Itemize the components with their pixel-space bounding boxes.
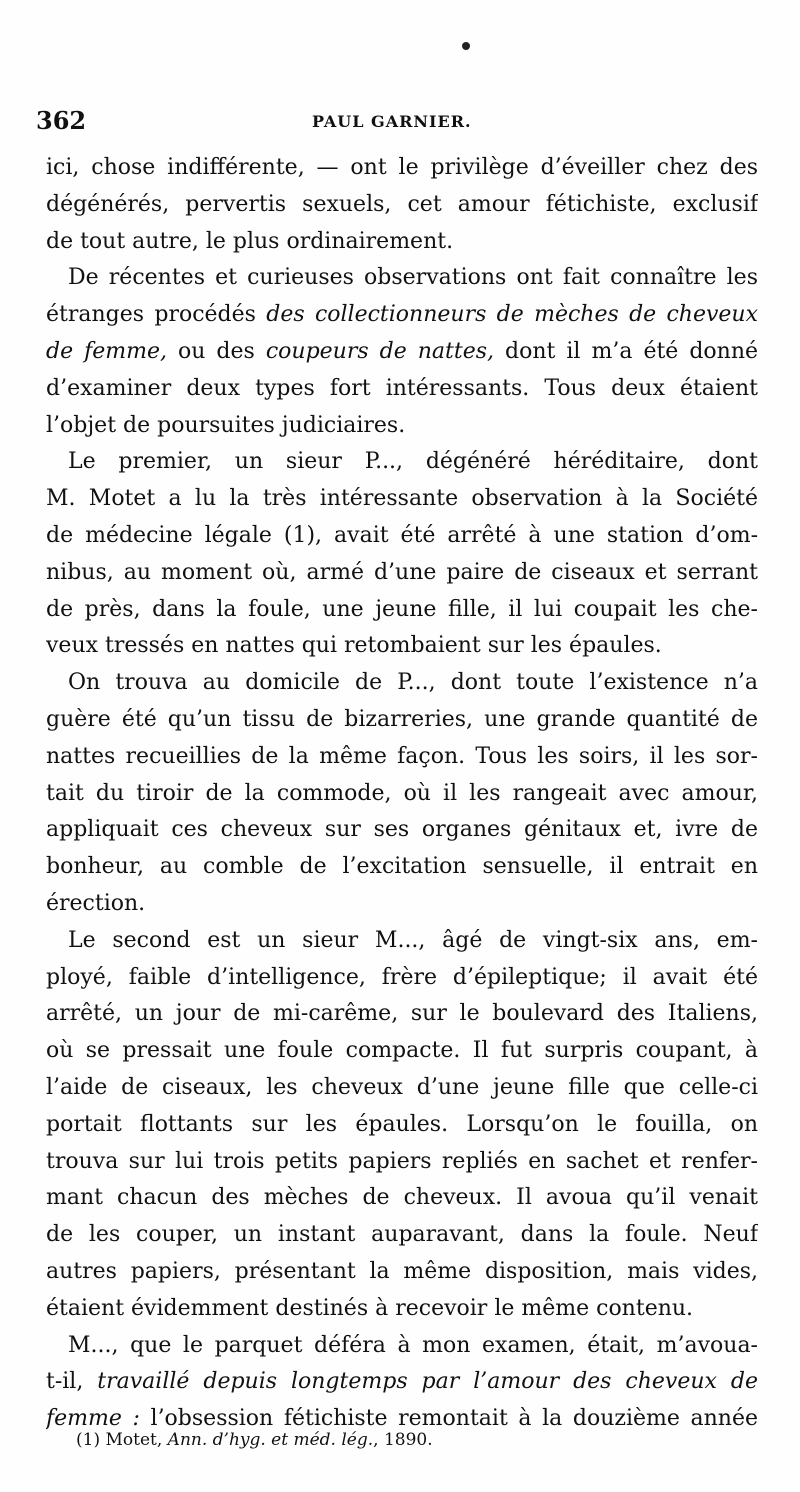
body-text [46,150,758,1438]
footnote-year: , 1890. [373,1430,433,1450]
text-line [46,1033,758,1070]
text-line [46,371,758,408]
text-line [46,923,758,960]
line-text: tait du tiroir de la commode, où il les rangeait avec amour, [46,780,758,806]
line-text: de tout autre, le plus ordinairement. [46,228,454,254]
text-line [46,776,758,813]
line-text: portait flottants sur les épaules. Lorsqu’on le fouilla, on [46,1111,758,1137]
text-line [46,628,758,665]
line-text: d’examiner deux types fort intéressants. Tous deux étaient [46,375,758,401]
line-text: où se pressait une foule compacte. Il fut surpris coupant, à [46,1038,758,1064]
text-line [46,334,758,371]
line-text: trouva sur lui trois petits papiers repliés en sachet et renfer- [46,1148,758,1174]
page-header [36,106,764,142]
text-line [46,886,758,923]
line-text: étaient évidemment destinés à recevoir le même contenu. [46,1295,694,1321]
italic-text: femme : [46,1406,140,1432]
line-text: mant chacun des mèches de cheveux. Il avoua qu’il venait [46,1185,758,1211]
line-text: De récentes et curieuses observations ont fait connaître les [68,265,758,291]
text-line [46,297,758,334]
line-text: de les couper, un instant auparavant, dans la foule. Neuf [46,1222,758,1248]
ink-dot [462,42,470,50]
footnote-journal: Ann. d’hyg. et méd. lég. [167,1430,374,1450]
text-line [46,444,758,481]
italic-text: coupeurs de nattes, [265,338,495,364]
text-line [46,592,758,629]
text-line [46,996,758,1033]
text-line [46,1070,758,1107]
text-line [46,849,758,886]
line-text: ployé, faible d’intelligence, frère d’épileptique; il avait été [46,964,758,990]
text-line [46,960,758,997]
line-text: l’aide de ciseaux, les cheveux d’une jeune fille que celle-ci [46,1074,758,1100]
text-line [46,481,758,518]
text-line [46,150,758,187]
line-text: dont il m’a été donné [494,338,758,364]
text-line [46,224,758,261]
line-text: bonheur, au comble de l’excitation sensuelle, il entrait en [46,854,758,880]
italic-text: travaillé depuis longtemps par l’amour des cheveux de [97,1369,758,1395]
line-text: l’obsession fétichiste remontait à la douzième année [139,1406,758,1432]
text-line [46,555,758,592]
text-line [46,1291,758,1328]
line-text: guère été qu’un tissu de bizarreries, une grande quantité de [46,706,758,732]
italic-text: de femme, [46,338,168,364]
line-text: Le second est un sieur M..., âgé de vingt-six ans, em- [68,927,758,953]
footnote-author: Motet, [100,1430,168,1450]
line-text: Le premier, un sieur P..., dégénéré héréditaire, dont [68,449,758,475]
line-text: nibus, au moment où, armé d’une paire de ciseaux et serrant [46,559,758,585]
text-line [46,1364,758,1401]
text-line [46,665,758,702]
text-line [46,1180,758,1217]
text-line [46,702,758,739]
line-text: M..., que le parquet déféra à mon examen, était, m’avoua- [68,1332,758,1358]
running-head: PAUL GARNIER. [312,112,472,131]
text-line [46,187,758,224]
text-line [46,739,758,776]
text-line [46,1144,758,1181]
line-text: érection. [46,890,146,916]
text-line [46,408,758,445]
line-text: de près, dans la foule, une jeune fille, il lui coupait les che- [46,596,758,622]
line-text: ici, chose indifférente, — ont le privilège d’éveiller chez des [46,155,758,180]
line-text: arrêté, un jour de mi-carême, sur le boulevard des Italiens, [46,1001,758,1027]
italic-text: des collectionneurs de mèches de cheveux [266,302,758,328]
line-text: étranges procédés [46,302,267,328]
line-text: veux tressés en nattes qui retombaient sur les épaules. [46,633,662,659]
line-text: l’objet de poursuites judiciaires. [46,412,406,438]
text-line [46,1217,758,1254]
footnote [76,1428,433,1452]
footnote-marker: (1) [76,1430,101,1450]
line-text: M. Motet a lu la très intéressante observation à la Société [46,486,758,512]
text-line [46,1254,758,1291]
line-text: dégénérés, pervertis sexuels, cet amour fétichiste, exclusif [46,191,758,217]
text-line [46,518,758,555]
line-text: On trouva au domicile de P..., dont toute l’existence n’a [68,670,758,696]
line-text: de médecine légale (1), avait été arrêté à une station d’om- [46,522,758,548]
line-text: autres papiers, présentant la même disposition, mais vides, [46,1258,758,1284]
line-text: appliquait ces cheveux sur ses organes génitaux et, ivre de [46,817,758,843]
line-text: ou des [167,338,266,364]
text-line [46,1328,758,1365]
text-line [46,260,758,297]
line-text: t-il, [46,1369,98,1395]
line-text: nattes recueillies de la même façon. Tous les soirs, il les sor- [46,743,758,769]
text-line [46,812,758,849]
text-line [46,1107,758,1144]
page-number: 362 [36,106,87,135]
